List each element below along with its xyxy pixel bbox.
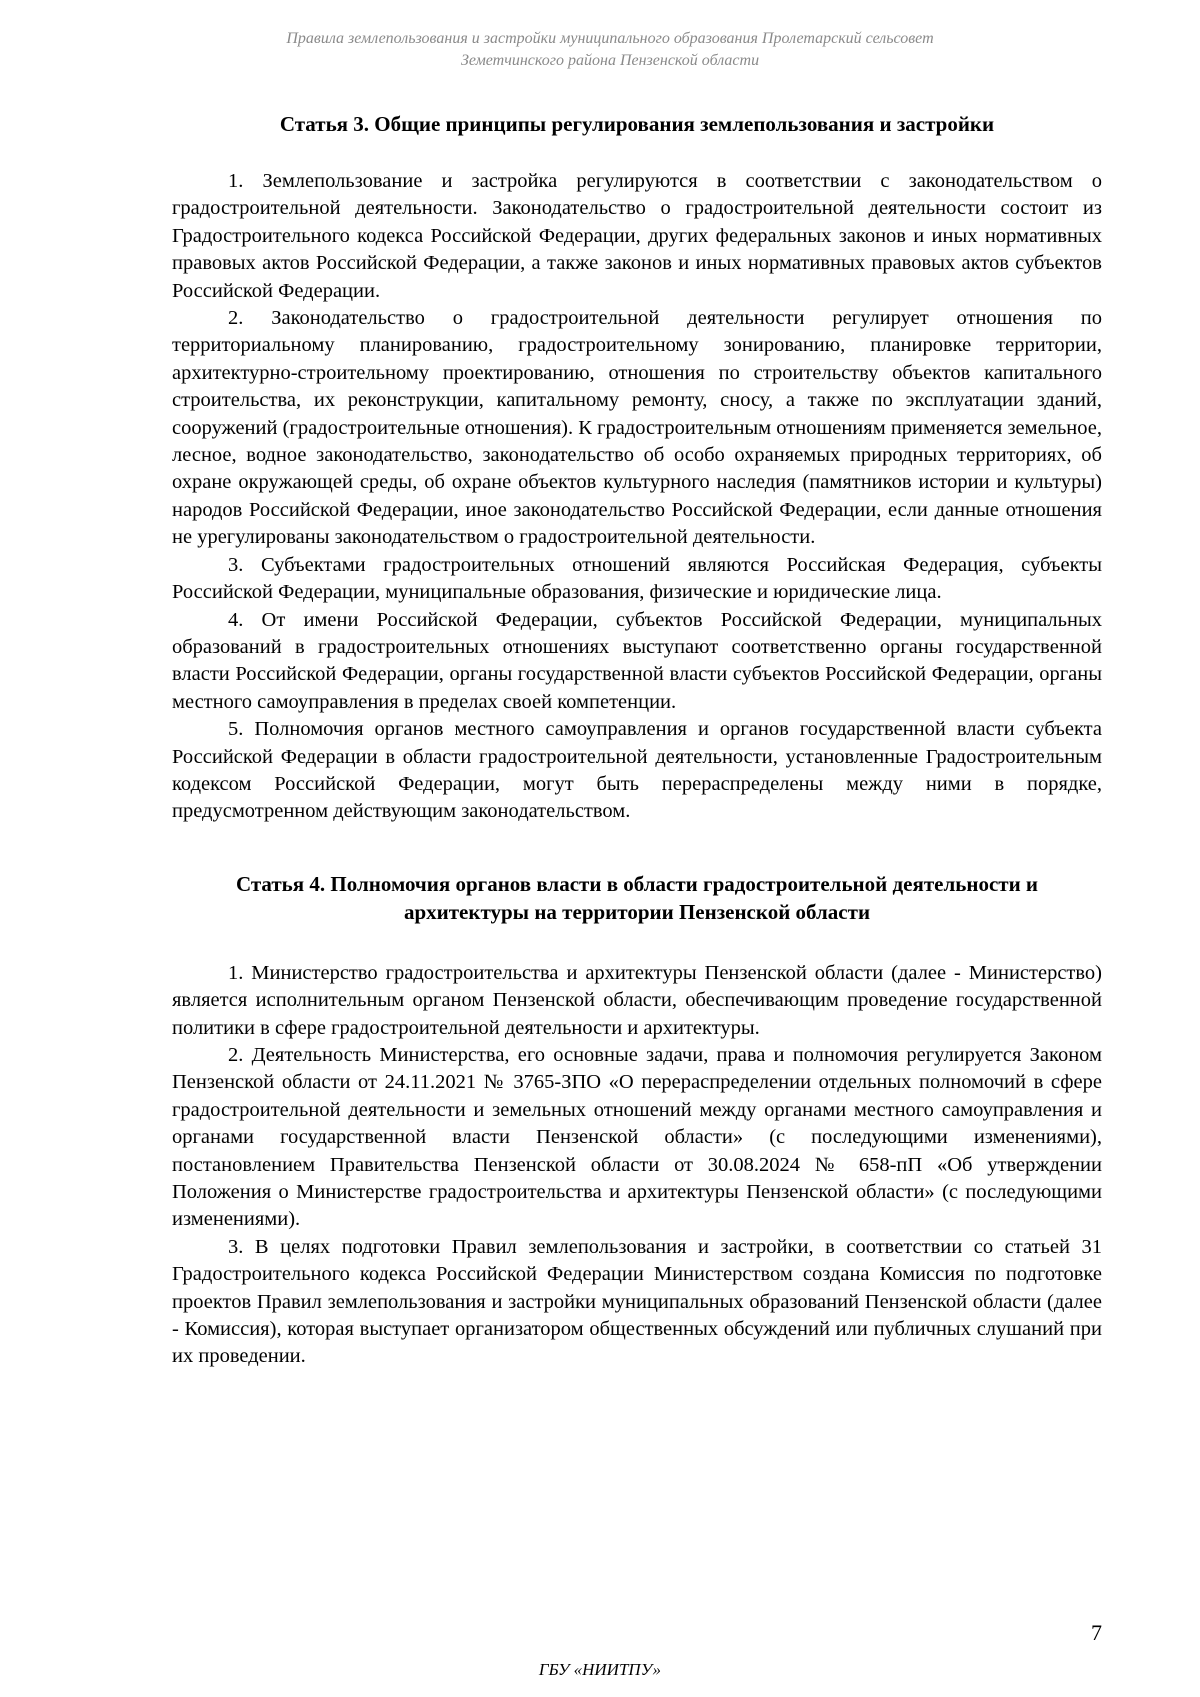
- header-line-2: Земетчинского района Пензенской области: [460, 52, 760, 69]
- article-4-paragraph-2: 2. Деятельность Министерства, его основные задачи, права и полномочия регулируется Законом Пензенской области от 24.11.2021 № 3765-ЗПО «О перераспределении отдельных полномочий в сфере градостроительной деятельности и земельных отношений между органами местного самоуправления и органами государственной власти Пензенской области» (с последующими изменениями), постановлением Правительства Пензенской области от 30.08.2024 № 658-пП «Об утверждении Положения о Министерстве градостроительства и архитектуры Пензенской области» (с последующими изменениями).: [172, 1043, 1102, 1231]
- article-4-paragraph-3: 3. В целях подготовки Правил землепользования и застройки, в соответствии со статьей 31 Градостроительного кодекса Российской Федерации Министерством создана Комиссия по подготовке проектов Правил землепользования и застройки муниципальных образований Пензенской области (далее - Комиссия), которая выступает организатором общественных обсуждений или публичных слушаний при их проведении.: [172, 1235, 1102, 1368]
- article-3-paragraph-5: 5. Полномочия органов местного самоуправления и органов государственной власти субъекта Российской Федерации в области градостроительной деятельности, установленные Градостроительным кодексом Российской Федерации, могут быть перераспределены между ними в порядке, предусмотренном действующим законодательством.: [172, 718, 1102, 823]
- article-3-paragraph-2: 2. Законодательство о градостроительной деятельности регулирует отношения по территориальному планированию, градостроительному зонированию, планировке территории, архитектурно-строительному проектированию, отношения по строительству объектов капитального строительства, их реконструкции, капитальному ремонту, сносу, а также по эксплуатации зданий, сооружений (градостроительные отношения). К градостроительным отношениям применяется земельное, лесное, водное законодательство, законодательство об особо охраняемых природных территориях, об охране окружающей среды, об охране объектов культурного наследия (памятников истории и культуры) народов Российской Федерации, иное законодательство Российской Федерации, если данные отношения не урегулированы законодательством о градостроительной деятельности.: [172, 307, 1102, 549]
- document-body: [172, 110, 1102, 1371]
- article-3-paragraph-3: 3. Субъектами градостроительных отношений являются Российская Федерация, субъекты Российской Федерации, муниципальные образования, физические и юридические лица.: [172, 553, 1102, 604]
- running-footer: ГБУ «НИИТПУ»: [538, 1660, 662, 1679]
- article-4-paragraph-1: 1. Министерство градостроительства и архитектуры Пензенской области (далее - Министерство) является исполнительным органом Пензенской области, обеспечивающим проведение государственной политики в сфере градостроительной деятельности и архитектуры.: [172, 961, 1102, 1039]
- article-3-title: Статья 3. Общие принципы регулирования землепользования и застройки: [279, 112, 995, 136]
- page-number: 7: [1091, 1620, 1102, 1645]
- running-header: [160, 28, 1060, 72]
- article-3-paragraph-4: 4. От имени Российской Федерации, субъектов Российской Федерации, муниципальных образований в градостроительных отношениях выступают соответственно органы государственной власти Российской Федерации, органы государственной власти субъектов Российской Федерации, органы местного самоуправления в пределах своей компетенции.: [172, 608, 1102, 713]
- article-4-title: Статья 4. Полномочия органов власти в области градостроительной деятельности и архитектуры на территории Пензенской области: [235, 871, 1039, 924]
- article-3-paragraph-1: 1. Землепользование и застройка регулируются в соответствии с законодательством о градостроительной деятельности. Законодательство о градостроительной деятельности состоит из Градостроительного кодекса Российской Федерации, других федеральных законов и иных нормативных правовых актов Российской Федерации, а также законов и иных нормативных правовых актов субъектов Российской Федерации.: [172, 170, 1102, 302]
- header-line-1: Правила землепользования и застройки муниципального образования Пролетарский сельсовет: [286, 30, 934, 47]
